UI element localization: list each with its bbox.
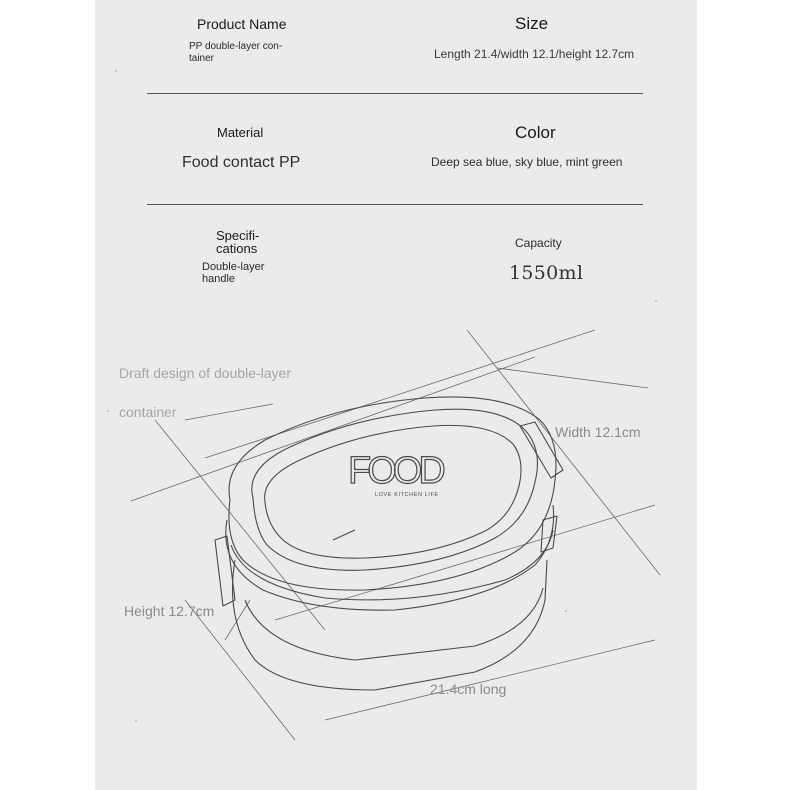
guide-line	[497, 368, 648, 388]
lid-seam	[333, 530, 355, 540]
drawing-title: Draft design of double-layer container	[119, 365, 291, 420]
color-value: Deep sea blue, sky blue, mint green	[431, 155, 623, 169]
width-dimension-label: Width 12.1cm	[555, 424, 641, 440]
guide-line	[325, 640, 655, 720]
length-dimension-label: 21.4cm long	[430, 681, 507, 697]
product-name-value: PP double-layer con-tainer	[189, 41, 283, 64]
capacity-label: Capacity	[515, 236, 562, 250]
product-name-label: Product Name	[197, 16, 287, 32]
material-label: Material	[217, 125, 264, 140]
guide-line	[185, 600, 295, 740]
guide-line	[467, 330, 660, 575]
lid-logo: FOOD	[348, 450, 442, 492]
capacity-value: 1550ml	[509, 262, 584, 284]
color-label: Color	[515, 123, 556, 142]
right-clip	[541, 516, 557, 552]
guide-line	[225, 600, 250, 640]
middle-band-inner	[231, 530, 553, 600]
size-label: Size	[515, 14, 549, 33]
specifications-value: Double-layer handle	[202, 261, 265, 285]
spec-sheet	[95, 0, 697, 790]
height-dimension-label: Height 12.7cm	[124, 603, 215, 619]
lid-tagline: LOVE KITCHEN LIFE	[375, 492, 439, 498]
lower-tub-outline	[233, 560, 548, 690]
guide-line	[275, 505, 655, 620]
guide-line	[155, 420, 325, 630]
container-outline	[215, 397, 563, 690]
specifications-label: Specifi-cations	[216, 228, 260, 256]
size-value: Length 21.4/width 12.1/height 12.7cm	[434, 47, 635, 61]
material-value: Food contact PP	[182, 154, 301, 171]
